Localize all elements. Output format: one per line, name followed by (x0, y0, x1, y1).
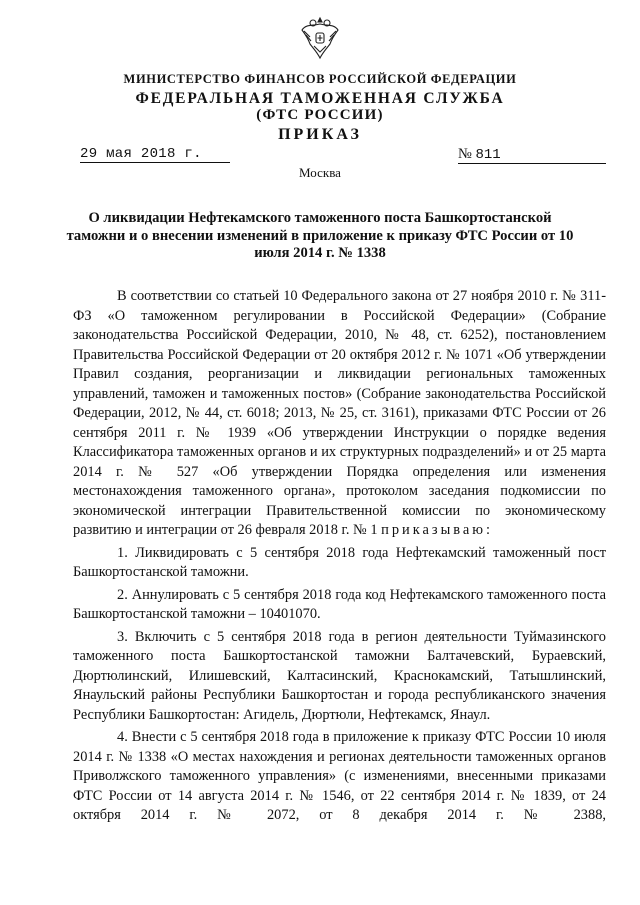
document-type-heading: ПРИКАЗ (278, 126, 362, 143)
order-word: приказываю: (381, 522, 494, 538)
item-2-paragraph: 2. Аннулировать с 5 сентября 2018 года код Нефтекамского таможенного поста Башкортостанской таможни – 10401070. (73, 586, 606, 622)
coat-of-arms-emblem-icon (300, 14, 340, 62)
service-heading: ФЕДЕРАЛЬНАЯ ТАМОЖЕННАЯ СЛУЖБА (135, 90, 505, 107)
item-3-paragraph: 3. Включить с 5 сентября 2018 года в регион деятельности Туймазинского таможенного поста Башкортостанской таможни Балтачевский, Бураевский, Дюртюлинский, Илишевский, Калтасинский, Краснокамский, Татышлинский, Янаульский районы Республики Башкортостан и города республиканского значения Республики Башкортостан: Агидель, Дюртюли, Нефтекамск, Янаул. (73, 628, 606, 723)
document-body (73, 287, 606, 826)
order-city: Москва (299, 165, 341, 180)
order-number-value: 811 (475, 147, 501, 163)
order-number-label: № (458, 146, 472, 162)
preamble-text: В соответствии со статьей 10 Федерального закона от 27 ноября 2010 г. № 311-ФЗ «О таможенном регулировании в Российской Федерации» (Собрание законодательства Российской Федерации, 2010, № 48, ст. 6252), постановлением Правительства Российской Федерации от 20 октября 2012 г. № 1071 «Об утверждении Правил создания, реорганизации и ликвидации региональных таможенных управлений, таможен и таможенных постов» (Собрание законодательства Российской Федерации, 2012, № 44, ст. 6018; 2013, № 25, ст. 3161), приказами ФТС России от 26 сентября 2011 г. № 1939 «Об утверждении Инструкции о порядке ведения Классификатора таможенных органов и их структурных подразделений» и от 25 марта 2014 г. № 527 «Об утверждении Порядка определения или изменения местонахождения таможенного органа», протоколом заседания подкомиссии по экономической интеграции Правительственной комиссии по экономическому развитию и интеграции от 26 февраля 2018 г. № 1 (73, 288, 606, 538)
document-title: О ликвидации Нефтекамского таможенного поста Башкортостанской таможни и о внесении изменений в приложение к приказу ФТС России от 10 июля 2014 г. № 1338 (66, 210, 574, 261)
item-4-paragraph: 4. Внести с 5 сентября 2018 года в приложение к приказу ФТС России 10 июля 2014 г. № 1338 «О местах нахождения и регионах деятельности таможенных органов Приволжского таможенного управления» (с изменениями, внесенными приказами ФТС России от 14 августа 2014 г. № 1546, от 22 сентября 2014 г. № 1839, от 24 октября 2014 г. № 2072, от 8 декабря 2014 г. № 2388, (73, 729, 606, 823)
service-abbreviation: (ФТС РОССИИ) (256, 107, 384, 123)
preamble-paragraph (73, 287, 606, 541)
item-1-paragraph: 1. Ликвидировать с 5 сентября 2018 года Нефтекамский таможенный пост Башкортостанской таможни. (73, 544, 606, 580)
order-date: 29 мая 2018 г. (80, 146, 230, 163)
order-number-field (458, 146, 606, 164)
ministry-heading: МИНИСТЕРСТВО ФИНАНСОВ РОССИЙСКОЙ ФЕДЕРАЦИИ (123, 72, 517, 86)
